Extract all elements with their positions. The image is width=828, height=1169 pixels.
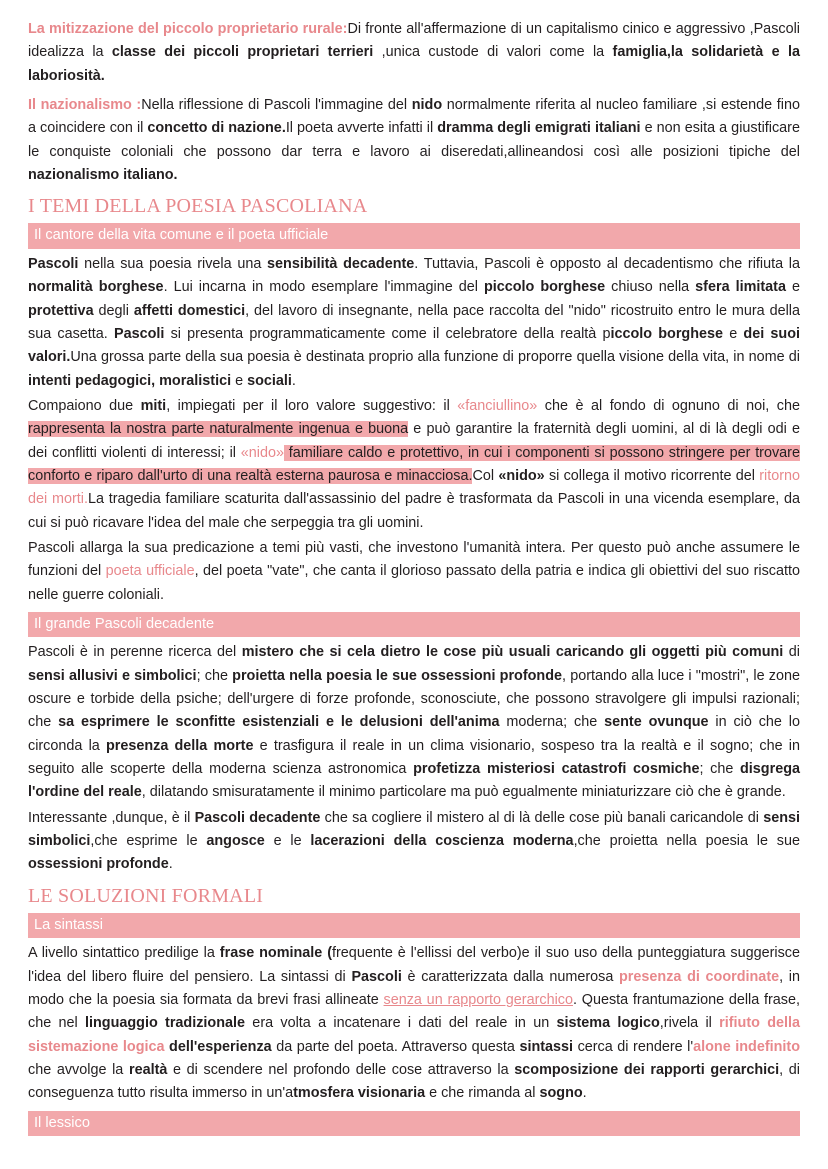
text-mitizzazione-a: Di fronte all'affermazione di un capitalismo cinico e aggressivo ,Pascoli idealizza la	[28, 21, 800, 61]
t: scomposizione dei rapporti gerarchici	[514, 1061, 780, 1078]
t: affetti domestici	[133, 302, 246, 319]
t: di	[783, 644, 801, 661]
t: ossessioni profonde	[28, 856, 169, 873]
t: chiuso nella	[605, 279, 696, 296]
t: e trasfigura il reale in un clima visionario, sospeso tra la realtà e il sogno; che in seguito alle scoperte della moderna scienza astronomica	[28, 737, 800, 778]
section-heading-temi: I TEMI DELLA POESIA PASCOLIANA	[28, 195, 368, 218]
t: Pascoli è in perenne ricerca del	[28, 644, 242, 661]
t: ; che	[196, 667, 233, 684]
paragraph-sintassi-1	[28, 942, 800, 1105]
t: normalità borghese	[28, 279, 164, 296]
t: sistema logico	[556, 1015, 660, 1032]
text-mitizzazione-b: ,unica custode di valori come la	[373, 44, 613, 61]
t: sociali	[247, 372, 292, 389]
t: poeta ufficiale	[105, 563, 195, 580]
t: sente ovunque	[604, 714, 709, 731]
t: Pascoli decadente	[194, 809, 321, 826]
section-heading-formali: LE SOLUZIONI FORMALI	[28, 884, 264, 907]
t: Col	[472, 467, 499, 484]
t: da parte del poeta. Attraverso questa	[271, 1038, 520, 1055]
t: Interessante ,dunque, è il	[28, 809, 195, 826]
t: rifiuto della sistemazione logica	[28, 1015, 801, 1055]
t: , dilatando smisuratamente il minimo particolare ma può egualmente miniaturizzare ciò che è grande.	[141, 784, 786, 801]
t: lacerazioni della coscienza moderna	[310, 833, 574, 850]
t: e che rimanda al	[425, 1085, 540, 1102]
t: disgrega l'ordine del reale	[28, 761, 800, 801]
text-nazionalismo-d: e non esita a giustificare le conquiste coloniali che possono dar terra e lavoro ai diseredati,allineandosi così alle posizioni tipiche del	[28, 120, 800, 160]
t: nella sua poesia rivela una	[78, 255, 268, 272]
paragraph-mitizzazione	[28, 18, 800, 88]
t: . Tuttavia, Pascoli è opposto al decadentismo che rifiuta la	[414, 255, 800, 272]
t: .	[291, 372, 296, 389]
t: ,che esprime le	[90, 833, 207, 850]
t: era volta a incatenare i dati del reale in un	[245, 1015, 557, 1032]
t: .	[168, 856, 173, 873]
subsection-bar-cantore: Il cantore della vita comune e il poeta ufficiale	[28, 223, 800, 249]
t: , portando alla luce i "mostri", le zone oscure e torbide della psiche; dell'urgere di forze profonde, sconosciute, che possono stravolgere gli impulsi razionali; che	[28, 667, 800, 731]
t: miti	[140, 397, 167, 414]
t: e può garantire la fraternità degli uomini, al di là degli odi e dei conflitti violenti di interessi; il	[28, 421, 800, 461]
t: intenti pedagogici, moralistici	[28, 372, 232, 389]
paragraph-cantore-1	[28, 253, 800, 393]
t: tmosfera visionaria	[293, 1085, 426, 1102]
t: che sa cogliere il mistero al di là delle cose più banali caricandole di	[320, 809, 764, 826]
paragraph-nazionalismo	[28, 94, 800, 187]
t: ,che proietta nella poesia le sue	[573, 833, 800, 850]
t: profetizza misteriosi catastrofi cosmiche	[413, 761, 700, 778]
lead-in-nazionalismo: Il nazionalismo :	[28, 96, 142, 113]
t: .	[582, 1085, 587, 1102]
t: Pascoli	[113, 325, 165, 342]
t: presenza di coordinate	[619, 968, 780, 985]
t: moderna; che	[499, 714, 605, 731]
t: Pascoli	[351, 968, 402, 985]
text-nazionalismo-c: Il poeta avverte infatti il	[285, 120, 438, 137]
t: A livello sintattico predilige la	[28, 945, 220, 962]
t: iccolo borghese	[610, 325, 724, 342]
t: sensi allusivi e simbolici	[28, 667, 197, 684]
highlighted-text: rappresenta la nostra parte naturalmente ingenua e buona	[28, 421, 409, 438]
t: cerca di rendere l'	[573, 1038, 694, 1055]
t: sensibilità decadente	[267, 255, 415, 272]
t: alone indefinito	[693, 1038, 800, 1055]
t: Compaiono due	[28, 397, 141, 414]
t: sensi simbolici	[28, 809, 801, 850]
subsection-bar-decadente: Il grande Pascoli decadente	[28, 612, 800, 638]
t: degli	[93, 302, 134, 319]
t: e di scendere nel profondo delle cose attraverso la	[167, 1061, 515, 1078]
t: , del lavoro di insegnante, nella pace raccolta del "nido" ricostruito entro le mura della sua casetta.	[28, 302, 800, 342]
t: sintassi	[519, 1038, 574, 1055]
bold-nazionalismo-c: dramma degli emigrati italiani	[437, 120, 641, 137]
highlight-nido: «nido»	[240, 444, 284, 461]
t: è caratterizzata dalla numerosa	[401, 968, 620, 985]
subsection-bar-sintassi: La sintassi	[28, 913, 800, 939]
highlight-fanciullino: «fanciullino»	[457, 397, 538, 414]
t: e	[785, 279, 800, 296]
t: che è al fondo di ognuno di noi, che	[537, 397, 800, 414]
t: frase nominale (	[219, 945, 333, 962]
t: dell'esperienza	[169, 1038, 272, 1055]
t: si collega il motivo ricorrente del	[544, 467, 760, 484]
bold-nazionalismo-a: nido	[411, 96, 443, 113]
t: , in modo che la poesia sia formata da brevi frasi allineate	[28, 968, 800, 1008]
t: piccolo borghese	[483, 279, 606, 296]
t: . Questa frantumazione della frase, che nel	[28, 991, 800, 1032]
highlighted-text: familiare caldo e protettivo, in cui i componenti si possono stringere per trovare conforto e riparo dall'urto di una realtà esterna paurosa e minacciosa.	[28, 444, 800, 484]
t: senza un rapporto gerarchico	[383, 991, 573, 1008]
t: La tragedia familiare scaturita dall'assassinio del padre è trasformata da Pascoli in una vicenda esemplare, da cui si può ricavare l'idea del male che serpeggia tra gli uomini.	[28, 491, 800, 531]
t: , di conseguenza tutto risulta immerso in un'a	[28, 1061, 801, 1102]
t: linguaggio tradizionale	[85, 1015, 246, 1032]
t: in ciò che lo circonda la	[28, 714, 800, 754]
subsection-bar-lessico: Il lessico	[28, 1111, 800, 1137]
t: Pascoli allarga la sua predicazione a temi più vasti, che investono l'umanità intera. Per questo può anche assumere le funzioni del	[28, 539, 800, 580]
t: . Lui incarna in modo esemplare l'immagine del	[163, 279, 484, 296]
t: «nido»	[498, 467, 545, 484]
t: sa esprimere le sconfitte esistenziali e le delusioni dell'anima	[58, 714, 500, 731]
paragraph-decadente-2	[28, 807, 800, 877]
bold-mitizzazione-a: classe dei piccoli proprietari terrieri	[111, 44, 374, 61]
bold-mitizzazione-b: famiglia,la solidarietà e la laboriosità.	[28, 44, 800, 84]
t: che avvolge la	[28, 1061, 129, 1078]
text-nazionalismo-a: Nella riflessione di Pascoli l'immagine del	[141, 96, 412, 113]
t: sfera limitata	[695, 279, 786, 296]
text-nazionalismo-b: normalmente riferita al nucleo familiare ,si estende fino a coincidere con il	[28, 96, 800, 137]
t: Pascoli	[28, 255, 79, 272]
t: frequente è l'ellissi del verbo)e il suo uso della punteggiatura suggerisce l'idea del libero fluire del pensiero. La sintassi di	[28, 945, 800, 985]
t: e	[723, 325, 744, 342]
t: presenza della morte	[105, 737, 254, 754]
t: proietta nella poesia le sue ossessioni profonde	[232, 667, 563, 684]
paragraph-cantore-3	[28, 537, 800, 607]
t: realtà	[128, 1061, 168, 1078]
t: Una grossa parte della sua poesia è destinata proprio alla funzione di proporre quella visione della vita, in nome di	[70, 349, 800, 366]
bold-nazionalismo-b: concetto di nazione.	[147, 120, 286, 137]
t: e	[231, 372, 248, 389]
t: si presenta programmaticamente come il celebratore della realtà p	[164, 325, 611, 342]
paragraph-cantore-2	[28, 395, 800, 535]
t: sogno	[539, 1085, 583, 1102]
t: mistero che si cela dietro le cose più usuali caricando gli oggetti più comuni	[241, 644, 784, 661]
t: e le	[264, 833, 311, 850]
paragraph-decadente-1	[28, 641, 800, 804]
lead-in-mitizzazione: La mitizzazione del piccolo proprietario rurale:	[28, 21, 348, 37]
t: angosce	[206, 833, 265, 850]
t: ,rivela il	[659, 1015, 720, 1032]
t: dei suoi valori.	[28, 325, 800, 366]
t: , del poeta "vate", che canta il glorioso passato della patria e indica gli obiettivi del suo riscatto nelle guerre coloniali.	[28, 563, 800, 603]
t: protettiva	[28, 302, 94, 319]
bold-nazionalismo-d: nazionalismo italiano.	[28, 166, 178, 183]
t: ritorno dei morti.	[28, 467, 801, 508]
t: , impiegati per il loro valore suggestivo: il	[166, 397, 458, 414]
t: ; che	[699, 761, 741, 778]
